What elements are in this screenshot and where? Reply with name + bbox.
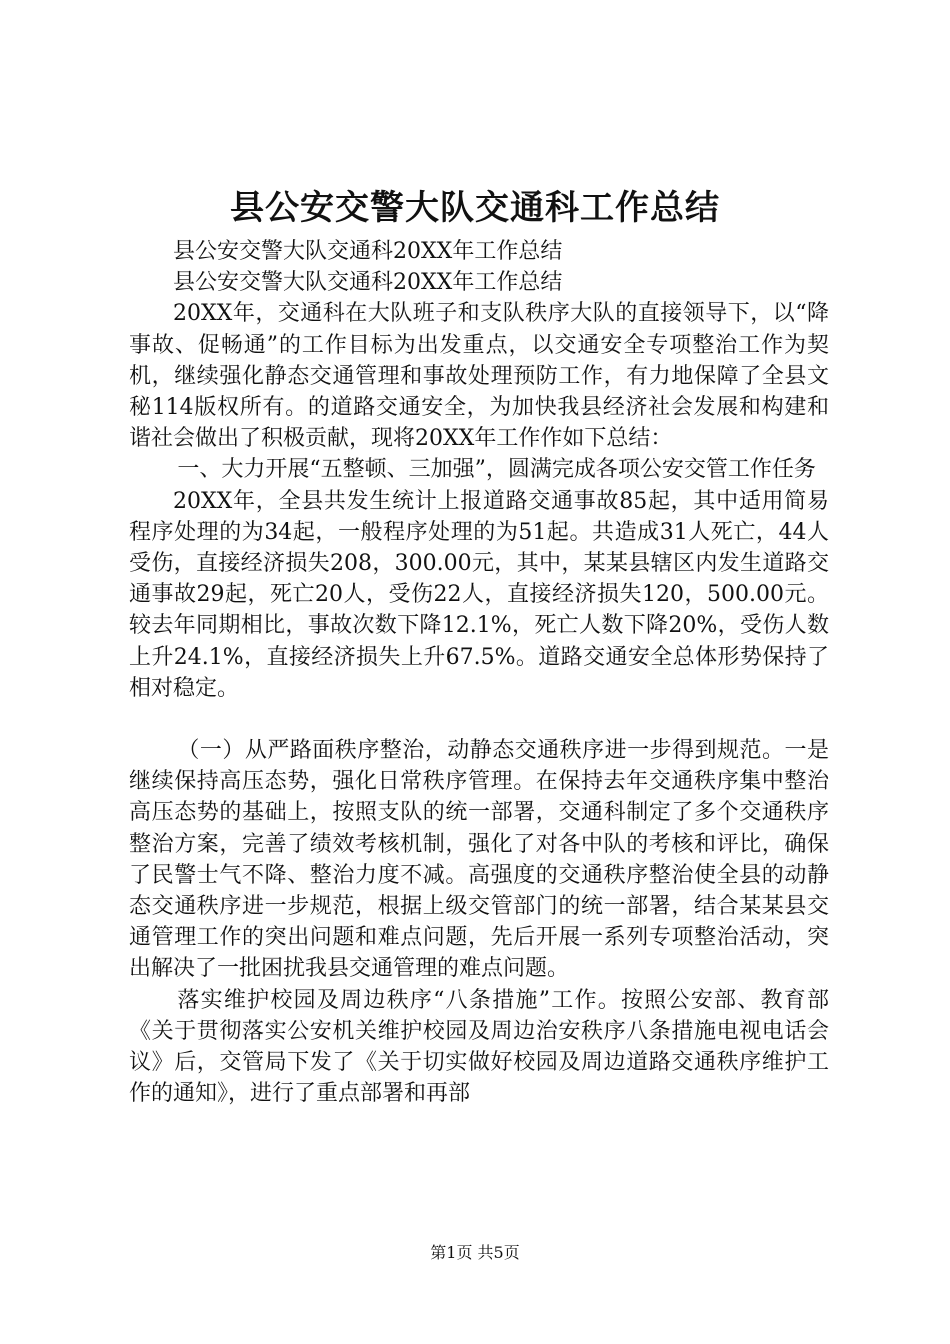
statistics-paragraph: 20XX年，全县共发生统计上报道路交通事故85起，其中适用简易程序处理的为34起，一般程序处理的为51起。共造成31人死亡，44人受伤，直接经济损失208，300.00元，其中，某某县辖区内发生道路交通事故29起，死亡20人，受伤22人，直接经济损失120，500.00元。较去年同期相比，事故次数下降12.1%，死亡人数下降20%，受伤人数上升24.1%，直接经济损失上升67.5%。道路交通安全总体形势保持了相对稳定。 (129, 488, 829, 701)
section-heading: 一、大力开展“五整顿、三加强”，圆满完成各项公安交管工作任务 (177, 457, 816, 483)
subtitle-line: 县公安交警大队交通科20XX年工作总结 (173, 239, 563, 264)
intro-paragraph: 20XX年，交通科在大队班子和支队秩序大队的直接领导下，以“降事故、促畅通”的工作目标为出发重点，以交通安全专项整治工作为契机，继续强化静态交通管理和事故处理预防工作，有力地保障了全县文秘114版权所有。的道路交通安全，为加快我县经济社会发展和构建和谐社会做出了积极贡献，现将20XX年工作作如下总结： (129, 301, 829, 452)
document-body (129, 236, 829, 1109)
order-rectification-paragraph: （一）从严路面秩序整治，动静态交通秩序进一步得到规范。一是继续保持高压态势，强化日常秩序管理。在保持去年交通秩序集中整治高压态势的基础上，按照支队的统一部署，交通科制定了多个交通秩序整治方案，完善了绩效考核机制，强化了对各中队的考核和评比，确保了民警士气不降、整治力度不减。高强度的交通秩序整治使全县的动静态交通秩序进一步规范，根据上级交管部门的统一部署，结合某某县交通管理工作的突出问题和难点问题，先后开展一系列专项整治活动，突出解决了一批困扰我县交通管理的难点问题。 (129, 738, 829, 982)
document-title: 县公安交警大队交通科工作总结 (230, 188, 720, 228)
subtitle-line: 县公安交警大队交通科20XX年工作总结 (173, 270, 563, 296)
campus-safety-paragraph: 落实维护校园及周边秩序“八条措施”工作。按照公安部、教育部《关于贯彻落实公安机关维护校园及周边治安秩序八条措施电视电话会议》后，交管局下发了《关于切实做好校园及周边道路交通秩序维护工作的通知》，进行了重点部署和再部 (129, 987, 829, 1107)
page-number: 第1页 共5页 (430, 1243, 520, 1262)
